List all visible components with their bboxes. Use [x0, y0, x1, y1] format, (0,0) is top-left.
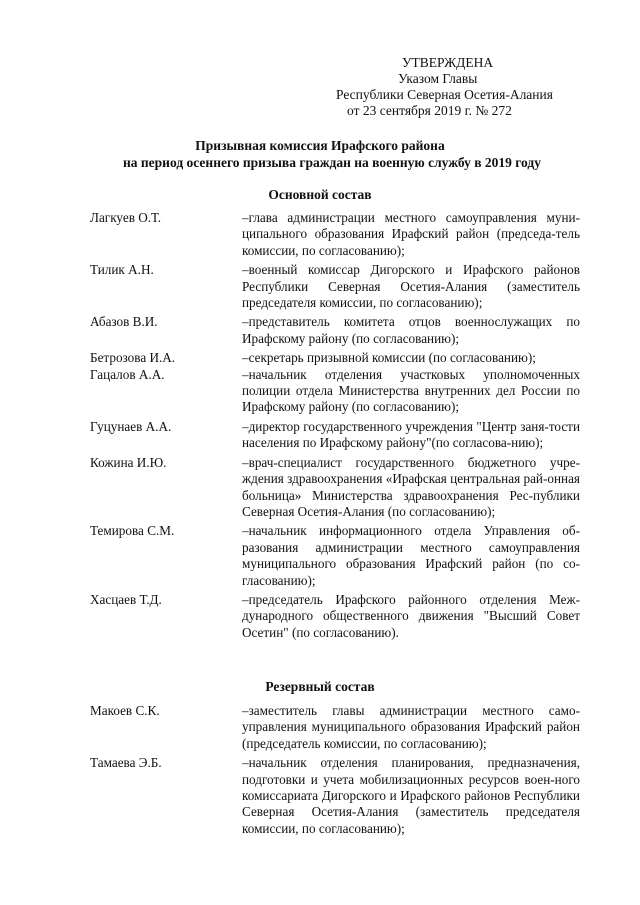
member-name: Абазов В.И. [90, 314, 158, 330]
reserve-members-list [90, 703, 580, 840]
member-row [90, 455, 580, 521]
member-name: Лагкуев О.Т. [90, 210, 162, 225]
title-line-1: Призывная комиссия Ирафского района [195, 138, 445, 153]
member-name: Макоев С.К. [90, 703, 160, 718]
member-name: Тилик А.Н. [90, 262, 154, 278]
member-role: –заместитель главы администрации местного само-управления муниципального образования Ирафский район (председатель комиссии, по согласованию); [242, 703, 580, 751]
document-title [0, 137, 640, 171]
member-name: Бетрозова И.А. [90, 350, 176, 366]
member-name: Гацалов А.А. [90, 366, 165, 382]
title-line-2: на период осеннего призыва граждан на военную службу в 2019 году [123, 155, 541, 170]
member-row [90, 419, 580, 452]
approval-line-2: Указом Главы [398, 71, 478, 86]
member-name: Кожина И.Ю. [90, 454, 167, 470]
reserve-section-heading: Резервный состав [265, 679, 375, 694]
member-role: –председатель Ирафского районного отделения Меж-дународного общественного движения "Высший Совет Осетин" (по согласованию). [242, 591, 580, 640]
member-name: Хасцаев Т.Д. [90, 591, 162, 607]
member-row [90, 210, 580, 259]
main-members-list [90, 210, 580, 644]
member-role: –врач-специалист государственного бюджетного учре-ждения здравоохранения «Ирафская центральная рай-онная больница» Министерства здравоохранения Рес-публики Северная Осетия-Алания (по согласованию); [242, 454, 580, 519]
member-role: –начальник отделения участковых уполномоченных полиции отдела Министерства внутренних дел России по Ирафскому району (по согласованию); [242, 366, 580, 415]
member-name: Гуцунаев А.А. [90, 418, 172, 434]
member-row [90, 755, 580, 837]
approval-line-3: Республики Северная Осетия-Алания [336, 87, 553, 102]
member-role: –глава администрации местного самоуправления муни-ципального образования Ирафский район (председа-тель комиссии, по согласованию); [242, 210, 580, 258]
member-role: –начальник отделения планирования, предназначения, подготовки и учета мобилизационных ресурсов воен-ного комиссариата Дигорского и Ирафского районов Республики Северная Осетия-Алания (заместитель председателя комиссии, по согласованию); [242, 755, 580, 836]
main-section-heading: Основной состав [268, 187, 372, 202]
member-role: –директор государственного учреждения "Центр заня-тости населения по Ирафскому району"(по согласова-нию); [242, 418, 580, 451]
member-role: –военный комиссар Дигорского и Ирафского районов Республики Северная Осетия-Алания (заместитель председателя комиссии, по согласованию); [242, 262, 580, 311]
member-row [90, 523, 580, 589]
member-name: Тамаева Э.Б. [90, 755, 162, 771]
member-role: –секретарь призывной комиссии (по согласованию); [242, 350, 536, 366]
member-role: –представитель комитета отцов военнослужащих по Ирафскому району (по согласованию); [242, 314, 580, 346]
member-row [90, 314, 580, 347]
approval-line-4: от 23 сентября 2019 г. № 272 [347, 103, 512, 118]
member-role: –начальник информационного отдела Управления об-разования администрации местного самоуправления муниципального образования Ирафский район (по со-гласованию); [242, 523, 580, 588]
member-row [90, 350, 580, 366]
approval-line-1: УТВЕРЖДЕНА [402, 55, 494, 70]
member-name: Темирова С.М. [90, 523, 175, 539]
member-row [90, 367, 580, 416]
member-row [90, 703, 580, 752]
member-row [90, 592, 580, 641]
member-row [90, 262, 580, 311]
